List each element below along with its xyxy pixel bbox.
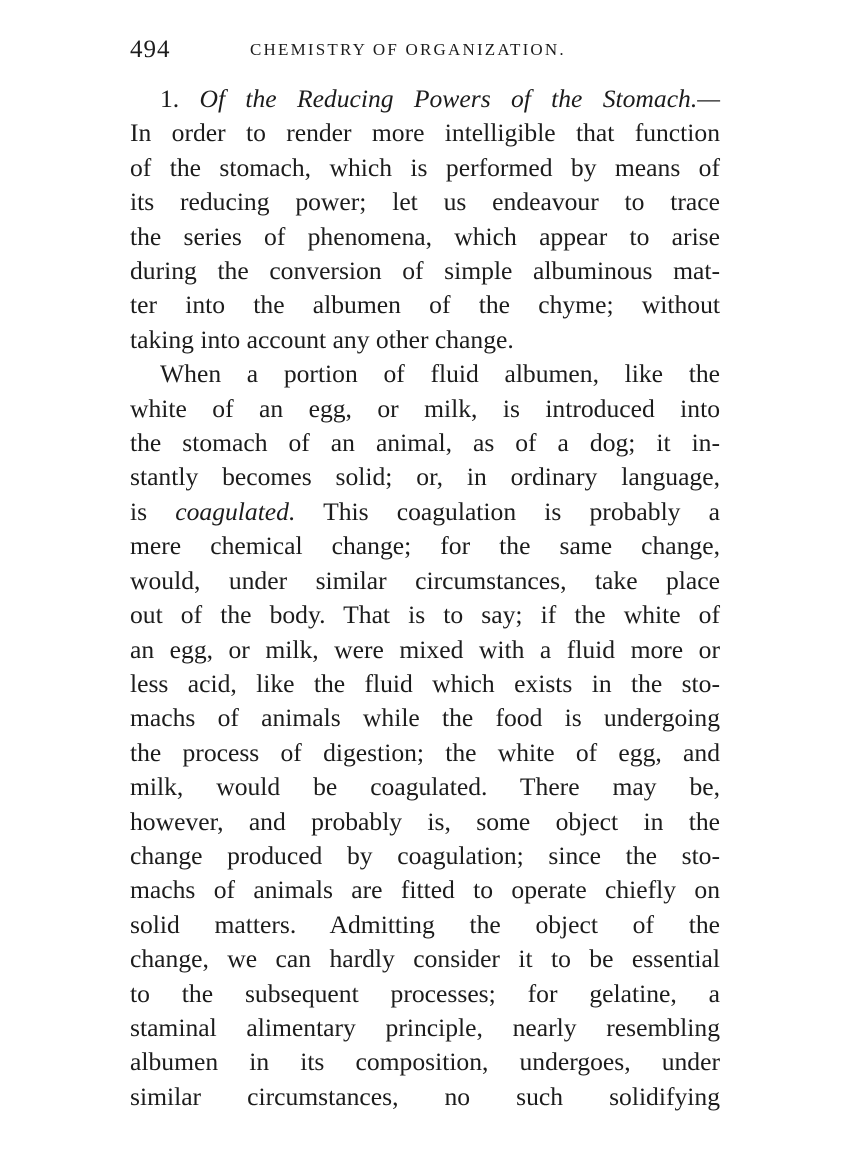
text-fragment: is [130, 496, 148, 526]
paragraph-2 [130, 357, 720, 1114]
text-line: machs of animals while the food is undergoing [130, 703, 720, 733]
text-line: In order to render more intelligible that function [130, 118, 720, 148]
section-heading-line [130, 82, 720, 116]
text-line: mere chemical change; for the same change, [130, 531, 720, 561]
book-page [130, 36, 720, 1126]
text-line: out of the body. That is to say; if the white of [130, 600, 720, 630]
text-line: an egg, or milk, were mixed with a fluid more or [130, 634, 720, 664]
text-line: white of an egg, or milk, is introduced into [130, 393, 720, 423]
text-line: solid matters. Admitting the object of the [130, 909, 720, 939]
text-line: to the subsequent processes; for gelatine, a [130, 978, 720, 1008]
text-line: would, under similar circumstances, take place [130, 565, 720, 595]
text-line: machs of animals are fitted to operate chiefly on [130, 875, 720, 905]
text-line-with-italic [130, 495, 720, 529]
running-title: CHEMISTRY OF ORGANIZATION. [250, 40, 566, 59]
page-number: 494 [130, 36, 171, 63]
text-line: the series of phenomena, which appear to arise [130, 221, 720, 251]
text-line: during the conversion of simple albuminous mat- [130, 256, 720, 286]
text-line: ter into the albumen of the chyme; without [130, 290, 720, 320]
text-line: When a portion of fluid albumen, like the [160, 359, 720, 389]
text-line: the process of digestion; the white of egg, and [130, 737, 720, 767]
text-line: less acid, like the fluid which exists in the sto- [130, 668, 720, 698]
section-heading: Of the Reducing Powers of the Stomach.— [199, 84, 720, 113]
text-line: milk, would be coagulated. There may be, [130, 772, 720, 802]
text-line: of the stomach, which is performed by means of [130, 152, 720, 182]
text-line: stantly becomes solid; or, in ordinary language, [130, 462, 720, 492]
text-line: change produced by coagulation; since the sto- [130, 840, 720, 870]
text-line: change, we can hardly consider it to be essential [130, 944, 720, 974]
text-line: the stomach of an animal, as of a dog; it in- [130, 428, 720, 458]
body-text [130, 82, 720, 1114]
text-line: its reducing power; let us endeavour to trace [130, 187, 720, 217]
running-head [130, 36, 720, 72]
text-line: taking into account any other change. [130, 324, 514, 354]
text-line: similar circumstances, no such solidifying [130, 1081, 720, 1111]
text-line: albumen in its composition, undergoes, under [130, 1047, 720, 1077]
text-line: staminal alimentary principle, nearly resembling [130, 1012, 720, 1042]
paragraph-1 [130, 82, 720, 357]
italic-term-coagulated: coagulated. [175, 496, 296, 526]
text-fragment: This coagulation is probably a [323, 496, 720, 526]
section-number: 1. [160, 84, 180, 113]
text-line: however, and probably is, some object in the [130, 806, 720, 836]
